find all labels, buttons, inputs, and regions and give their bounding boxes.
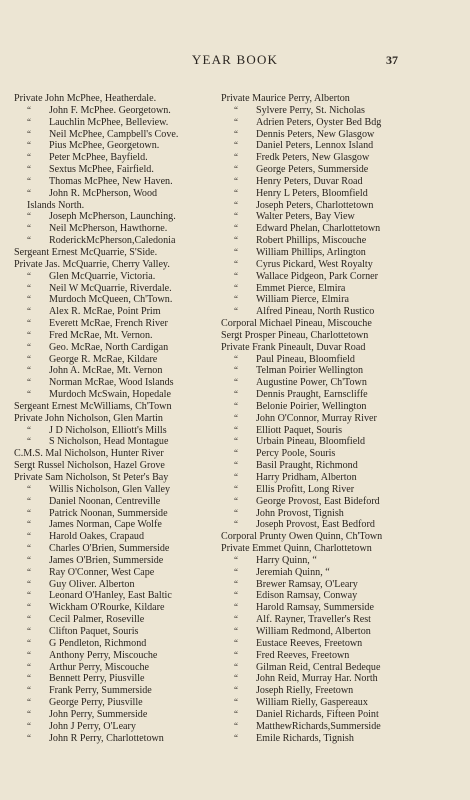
roster-entry: “ Gilman Reid, Central Bedeque bbox=[221, 662, 436, 674]
roster-entry: “ Ellis Profitt, Long River bbox=[221, 484, 436, 496]
roster-entry: “ Fred Reeves, Freetown bbox=[221, 650, 436, 662]
roster-entry: “ Harry Pridham, Alberton bbox=[221, 472, 436, 484]
roster-entry: “ John Provost, Tignish bbox=[221, 508, 436, 520]
roster-entry: Sergt Russel Nicholson, Hazel Grove bbox=[14, 460, 165, 472]
roster-entry: C.M.S. Mal Nicholson, Hunter River bbox=[14, 448, 164, 460]
roster-entry: Private Emmet Quinn, Charlottetown bbox=[221, 543, 372, 555]
roster-entry: Sergt Prosper Pineau, Charlottetown bbox=[221, 329, 369, 341]
roster-entry: “ Guy Oliver. Alberton bbox=[14, 579, 229, 591]
roster-entry: “ Dennis Praught, Earnscliffe bbox=[221, 389, 436, 401]
roster-entry: “ Cecil Palmer, Roseville bbox=[14, 614, 229, 626]
roster-entry: “ Dennis Peters, New Glasgow bbox=[221, 129, 436, 141]
roster-entry: “ Everett McRae, French River bbox=[14, 318, 229, 330]
roster-entry: “ John O'Connor, Murray River bbox=[221, 413, 436, 425]
roster-entry: “ George Perry, Piusville bbox=[14, 697, 229, 709]
roster-entry: “ George Peters, Summerside bbox=[221, 164, 436, 176]
roster-entry: Private Maurice Perry, Alberton bbox=[221, 93, 350, 104]
roster-entry: Private Sam Nicholson, St Peter's Bay bbox=[14, 472, 169, 483]
roster-entry: “ Joseph Rielly, Freetown bbox=[221, 685, 436, 697]
roster-entry: “ Patrick Noonan, Summerside bbox=[14, 508, 229, 520]
roster-entry: “ Edison Ramsay, Conway bbox=[221, 590, 436, 602]
roster-entry: “ MatthewRichards,Summerside bbox=[221, 721, 436, 733]
roster-entry: “ John J Perry, O'Leary bbox=[14, 721, 229, 733]
roster-entry: “ Urbain Pineau, Bloomfield bbox=[221, 436, 436, 448]
roster-entry: “ Walter Peters, Bay View bbox=[221, 211, 436, 223]
roster-entry: “ RoderickMcPherson,Caledonia bbox=[14, 235, 229, 247]
roster-entry: “ Willis Nicholson, Glen Valley bbox=[14, 484, 229, 496]
roster-entry: “ S Nicholson, Head Montague bbox=[14, 436, 229, 448]
roster-entry: “ Percy Poole, Souris bbox=[221, 448, 436, 460]
roster-entry: Private John McPhee, Heatherdale. bbox=[14, 93, 157, 104]
roster-entry: Sergeant Ernest McQuarrie, S'Side. bbox=[14, 246, 158, 258]
right-column bbox=[221, 93, 436, 744]
roster-entry: “ Brewer Ramsay, O'Leary bbox=[221, 579, 436, 591]
roster-entry: “ Joseph Peters, Charlottetown bbox=[221, 200, 436, 212]
roster-entry: Private Jas. McQuarrie, Cherry Valley. bbox=[14, 258, 170, 270]
roster-entry: “ Henry Peters, Duvar Road bbox=[221, 176, 436, 188]
roster-entry: “ William Phillips, Arlington bbox=[221, 247, 436, 259]
roster-entry: “ Cyrus Pickard, West Royalty bbox=[221, 259, 436, 271]
roster-entry: “ Thomas McPhee, New Haven. bbox=[14, 176, 229, 188]
roster-entry: “ Edward Phelan, Charlottetown bbox=[221, 223, 436, 235]
roster-entry: “ Alfred Pineau, North Rustico bbox=[221, 306, 436, 318]
roster-entry: Sergeant Ernest McWilliams, Ch'Town bbox=[14, 400, 172, 412]
roster-entry: “ Arthur Perry, Miscouche bbox=[14, 662, 229, 674]
roster-entry: “ Neil McPherson, Hawthorne. bbox=[14, 223, 229, 235]
roster-entry: “ John F. McPhee. Georgetown. bbox=[14, 105, 229, 117]
roster-entry: “ Alf. Rayner, Traveller's Rest bbox=[221, 614, 436, 626]
roster-entry: Islands North. bbox=[27, 199, 85, 211]
roster-entry: “ Geo. McRae, North Cardigan bbox=[14, 342, 229, 354]
roster-entry: Private John Nicholson, Glen Martin bbox=[14, 412, 163, 424]
roster-entry: “ Clifton Paquet, Souris bbox=[14, 626, 229, 638]
roster-entry: “ Emmet Pierce, Elmira bbox=[221, 283, 436, 295]
page-header bbox=[0, 52, 470, 68]
roster-entry: “ Harold Oakes, Crapaud bbox=[14, 531, 229, 543]
roster-entry: “ Murdoch McSwain, Hopedale bbox=[14, 389, 229, 401]
roster-entry: “ Harry Quinn, “ bbox=[221, 555, 436, 567]
page-number: 37 bbox=[386, 53, 398, 67]
roster-entry: “ Ray O'Conner, West Cape bbox=[14, 567, 229, 579]
roster-entry: “ Fred McRae, Mt. Vernon. bbox=[14, 330, 229, 342]
roster-entry: “ John R Perry, Charlottetown bbox=[14, 733, 229, 745]
roster-entry: “ Telman Poirier Wellington bbox=[221, 365, 436, 377]
roster-entry: “ John Reid, Murray Har. North bbox=[221, 673, 436, 685]
roster-entry: “ Neil McPhee, Campbell's Cove. bbox=[14, 129, 229, 141]
roster-entry: “ Sextus McPhee, Fairfield. bbox=[14, 164, 229, 176]
roster-entry: “ Alex R. McRae, Point Prim bbox=[14, 306, 229, 318]
roster-entry: “ Basil Praught, Richmond bbox=[221, 460, 436, 472]
roster-entry: “ James Norman, Cape Wolfe bbox=[14, 519, 229, 531]
running-title: YEAR BOOK bbox=[191, 52, 279, 67]
roster-entry: Corporal Michael Pineau, Miscouche bbox=[221, 318, 372, 330]
left-column bbox=[14, 93, 229, 744]
roster-entry: “ Pius McPhee, Georgetown. bbox=[14, 140, 229, 152]
roster-entry: Private Frank Pineault, Duvar Road bbox=[221, 341, 366, 353]
roster-entry: “ James O'Brien, Summerside bbox=[14, 555, 229, 567]
roster-entry: “ Eustace Reeves, Freetown bbox=[221, 638, 436, 650]
roster-entry: “ Bennett Perry, Piusville bbox=[14, 673, 229, 685]
roster-entry: “ Charles O'Brien, Summerside bbox=[14, 543, 229, 555]
roster-entry: “ Paul Pineau, Bloomfield bbox=[221, 354, 436, 366]
roster-entry: “ Emile Richards, Tignish bbox=[221, 733, 436, 745]
roster-entry: “ Belonie Poirier, Wellington bbox=[221, 401, 436, 413]
roster-entry: “ George R. McRae, Kildare bbox=[14, 354, 229, 366]
roster-entry: “ Joseph McPherson, Launching. bbox=[14, 211, 229, 223]
roster-entry: “ Wallace Pidgeon, Park Corner bbox=[221, 271, 436, 283]
roster-entry: “ G Pendleton, Richmond bbox=[14, 638, 229, 650]
roster-entry: “ John R. McPherson, Wood bbox=[14, 188, 229, 200]
roster-entry: “ Daniel Noonan, Centreville bbox=[14, 496, 229, 508]
roster-entry: “ Fredk Peters, New Glasgow bbox=[221, 152, 436, 164]
roster-entry: “ Jeremiah Quinn, “ bbox=[221, 567, 436, 579]
roster-entry: “ Leonard O'Hanley, East Baltic bbox=[14, 590, 229, 602]
roster-entry: “ Augustine Power, Ch'Town bbox=[221, 377, 436, 389]
roster-entry: “ Henry L Peters, Bloomfield bbox=[221, 188, 436, 200]
roster-entry: “ Daniel Richards, Fifteen Point bbox=[221, 709, 436, 721]
roster-entry: “ William Pierce, Elmira bbox=[221, 294, 436, 306]
roster-entry: Corporal Prunty Owen Quinn, Ch'Town bbox=[221, 531, 383, 543]
roster-entry: “ Joseph Provost, East Bedford bbox=[221, 519, 436, 531]
roster-entry: “ Wickham O'Rourke, Kildare bbox=[14, 602, 229, 614]
roster-entry: “ Daniel Peters, Lennox Island bbox=[221, 140, 436, 152]
roster-entry: “ Glen McQuarrie, Victoria. bbox=[14, 271, 229, 283]
roster-entry: “ John Perry, Summerside bbox=[14, 709, 229, 721]
roster-entry: “ Adrien Peters, Oyster Bed Bdg bbox=[221, 117, 436, 129]
roster-entry: “ Anthony Perry, Miscouche bbox=[14, 650, 229, 662]
roster-entry: “ Harold Ramsay, Summerside bbox=[221, 602, 436, 614]
roster-entry: “ Norman McRae, Wood Islands bbox=[14, 377, 229, 389]
roster-entry: “ Robert Phillips, Miscouche bbox=[221, 235, 436, 247]
roster-entry: “ Sylvere Perry, St. Nicholas bbox=[221, 105, 436, 117]
roster-entry: “ Neil W McQuarrie, Riverdale. bbox=[14, 283, 229, 295]
roster-entry: “ William Redmond, Alberton bbox=[221, 626, 436, 638]
roster-entry: “ J D Nicholson, Elliott's Mills bbox=[14, 425, 229, 437]
roster-entry: “ George Provost, East Bideford bbox=[221, 496, 436, 508]
roster-entry: “ John A. McRae, Mt. Vernon bbox=[14, 365, 229, 377]
roster-entry: “ Lauchlin McPhee, Belleview. bbox=[14, 117, 229, 129]
roster-entry: “ Peter McPhee, Bayfield. bbox=[14, 152, 229, 164]
roster-entry: “ Frank Perry, Summerside bbox=[14, 685, 229, 697]
roster-entry: “ Elliott Paquet, Souris bbox=[221, 425, 436, 437]
roster-entry: “ William Rielly, Gaspereaux bbox=[221, 697, 436, 709]
roster-entry: “ Murdoch McQueen, Ch'Town. bbox=[14, 294, 229, 306]
